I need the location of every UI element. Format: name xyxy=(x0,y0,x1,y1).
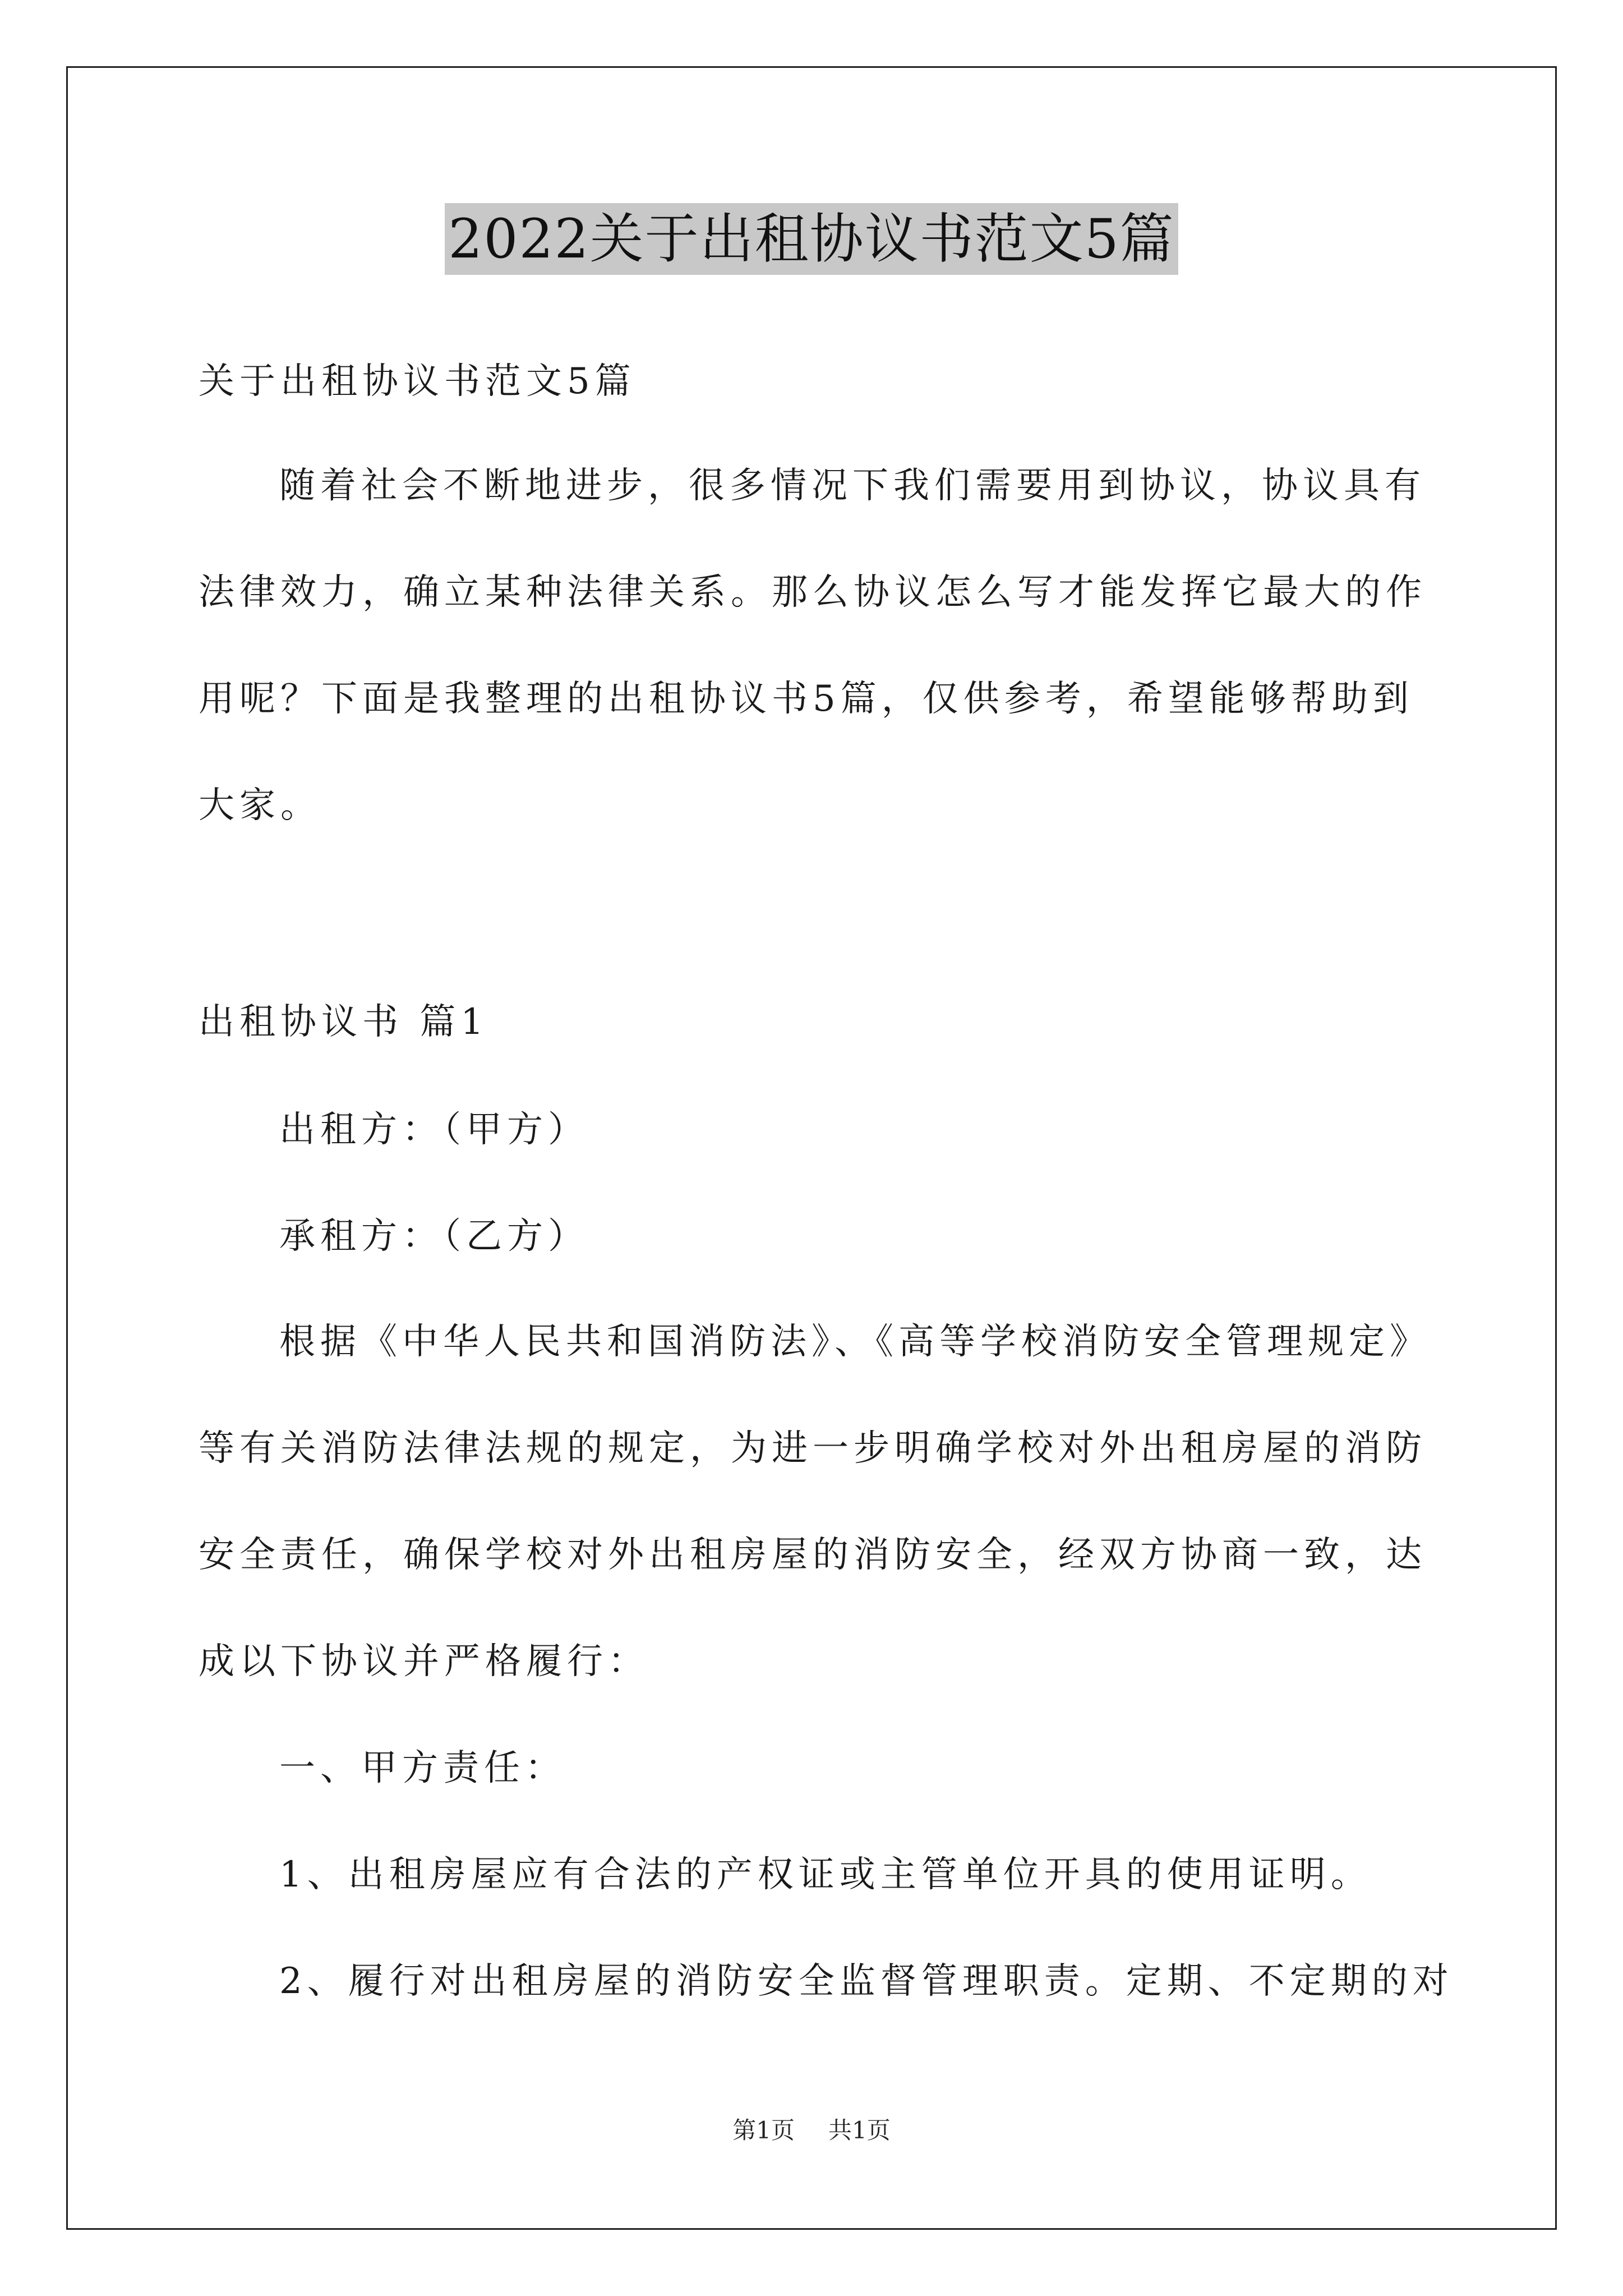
body-line-1: 根据《中华人民共和国消防法》、《高等学校消防安全管理规定》 xyxy=(279,1321,1431,1363)
body-line-3: 安全责任，确保学校对外出租房屋的消防安全，经双方协商一致，达 xyxy=(199,1534,1427,1576)
lessee-line: 承租方：（乙方） xyxy=(279,1216,589,1257)
page-footer xyxy=(0,2115,1623,2146)
page-number: 第1页 xyxy=(732,2116,795,2144)
intro-line-2: 法律效力，确立某种法律关系。那么协议怎么写才能发挥它最大的作 xyxy=(199,572,1427,613)
document-title: 2022关于出租协议书范文5篇 xyxy=(445,203,1178,275)
page-total: 共1页 xyxy=(828,2116,891,2144)
clause-2: 2、履行对出租房屋的消防安全监督管理职责。定期、不定期的对 xyxy=(279,1961,1454,2002)
section-heading: 出租协议书 篇1 xyxy=(199,1001,489,1043)
body-line-4: 成以下协议并严格履行： xyxy=(199,1641,649,1682)
clause-heading: 一、甲方责任： xyxy=(279,1747,566,1789)
clause-1: 1、出租房屋应有合法的产权证或主管单位开具的使用证明。 xyxy=(279,1854,1372,1895)
intro-line-3: 用呢？下面是我整理的出租协议书5篇，仅供参考，希望能够帮助到 xyxy=(199,678,1414,720)
document-subtitle: 关于出租协议书范文5篇 xyxy=(199,361,636,402)
lessor-line: 出租方：（甲方） xyxy=(279,1109,589,1151)
intro-line-1: 随着社会不断地进步，很多情况下我们需要用到协议，协议具有 xyxy=(279,465,1426,507)
body-line-2: 等有关消防法律法规的规定，为进一步明确学校对外出租房屋的消防 xyxy=(199,1428,1427,1469)
title-container xyxy=(0,203,1623,275)
intro-line-4: 大家。 xyxy=(199,785,321,826)
